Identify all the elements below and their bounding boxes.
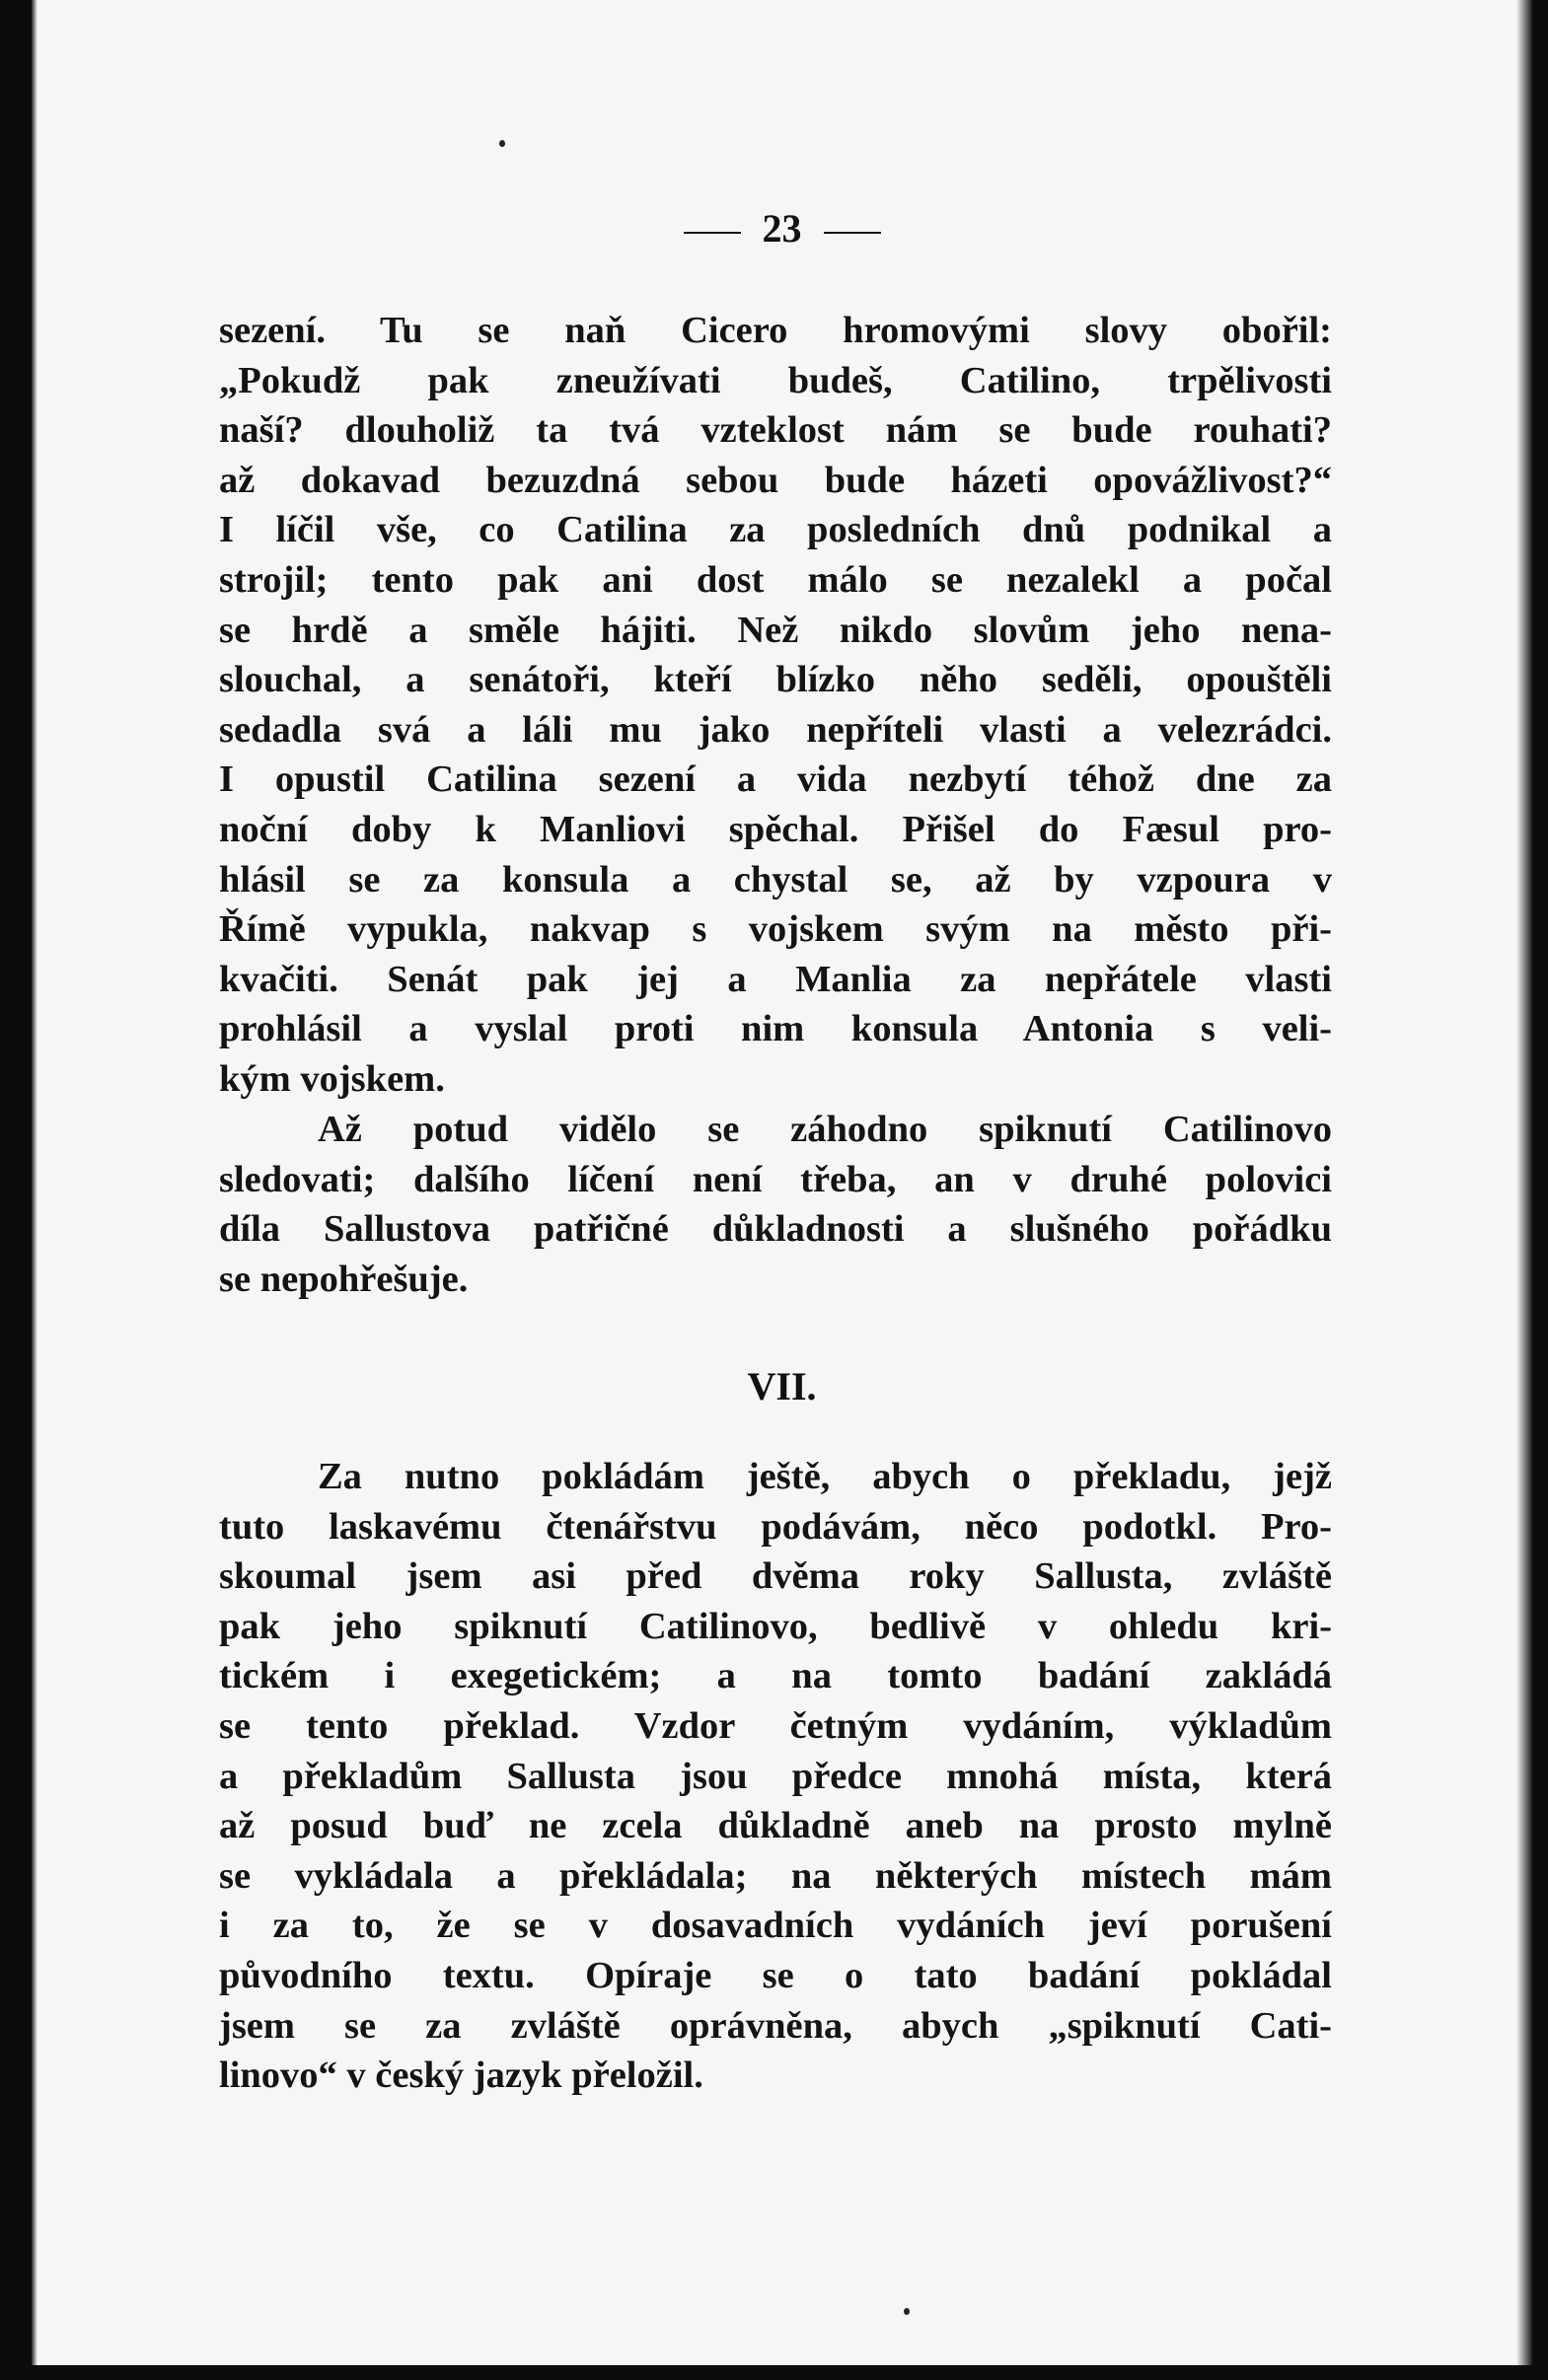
text-line: kým vojskem. [219,1057,445,1100]
header-dash-left [684,232,741,234]
text-line: sledovati; dalšího líčení není třeba, an v druhé polovici [219,1158,1332,1200]
text-line: i za to, že se v dosavadních vydáních jeví porušení [219,1905,1332,1947]
text-line: až dokavad bezuzdná sebou bude házeti opovážlivost?“ [219,459,1332,501]
text-line: tickém i exegetickém; a na tomto badání zakládá [219,1655,1332,1697]
text-line: „Pokudž pak zneužívati budeš, Catilino, trpělivosti [219,359,1332,401]
text-line: Za nutno pokládám ještě, abych o překladu, jejž [318,1456,1332,1497]
ink-speck [499,140,505,147]
text-line: prohlásil a vyslal proti nim konsula Antonia s veli- [219,1008,1332,1050]
text-line: tuto laskavému čtenářstvu podávám, něco podotkl. Pro- [219,1505,1332,1548]
text-line: sezení. Tu se naň Cicero hromovými slovy obořil: [219,310,1332,351]
text-line: díla Sallustova patřičné důkladnosti a slušného pořádku [219,1208,1332,1251]
ink-speck [904,2308,910,2315]
text-line: linovo“ v český jazyk přeložil. [219,2055,703,2097]
page-number: 23 [762,206,802,251]
text-line: původního textu. Opíraje se o tato badání pokládal [219,1954,1332,1996]
section-heading: VII. [747,1364,817,1408]
scan-edge-right [1516,0,1532,2365]
text-line: slouchal, a senátoři, kteří blízko něho seděli, opouštěli [219,659,1332,701]
text-line: strojil; tento pak ani dost málo se nezalekl a počal [219,558,1332,601]
text-line: skoumal jsem asi před dvěma roky Sallusta, zvláště [219,1555,1332,1598]
book-page [32,0,1532,2365]
text-line: sedadla svá a láli mu jako nepříteli vlasti a velezrádci. [219,708,1332,751]
text-line: se vykládala a překládala; na některých místech mám [219,1854,1332,1897]
text-line: noční doby k Manliovi spěchal. Přišel do Fæsul pro- [219,808,1332,850]
text-line: Až potud vidělo se záhodno spiknutí Catilinovo [318,1109,1332,1150]
scan-edge-left [32,0,37,2365]
text-line: se nepohřešuje. [219,1258,469,1300]
page-header [32,205,1532,252]
text-line: hlásil se za konsula a chystal se, až by vzpoura v [219,858,1332,901]
text-line: se tento překlad. Vzdor četným vydáním, výkladům [219,1704,1332,1747]
text-line: a překladům Sallusta jsou předce mnohá místa, která [219,1755,1332,1797]
text-line: naší? dlouholiž ta tvá vzteklost nám se bude rouhati? [219,409,1332,452]
text-line: Římě vypukla, nakvap s vojskem svým na město při- [219,908,1332,951]
text-line: I opustil Catilina sezení a vida nezbytí téhož dne za [219,758,1332,801]
text-line: kvačiti. Senát pak jej a Manlia za nepřátele vlasti [219,958,1332,1000]
text-line: I líčil vše, co Catilina za posledních dnů podnikal a [219,509,1332,551]
paragraph-2 [219,1105,1332,1304]
paragraph-1 [219,306,1332,1105]
text-line: se hrdě a směle hájiti. Než nikdo slovům jeho nena- [219,609,1332,651]
header-dash-right [824,232,881,234]
text-line: pak jeho spiknutí Catilinovo, bedlivě v ohledu kri- [219,1605,1332,1647]
text-line: až posud buď ne zcela důkladně aneb na prosto mylně [219,1805,1332,1847]
text-line: jsem se za zvláště oprávněna, abych „spiknutí Cati- [219,2004,1332,2047]
paragraph-3 [219,1452,1332,2101]
